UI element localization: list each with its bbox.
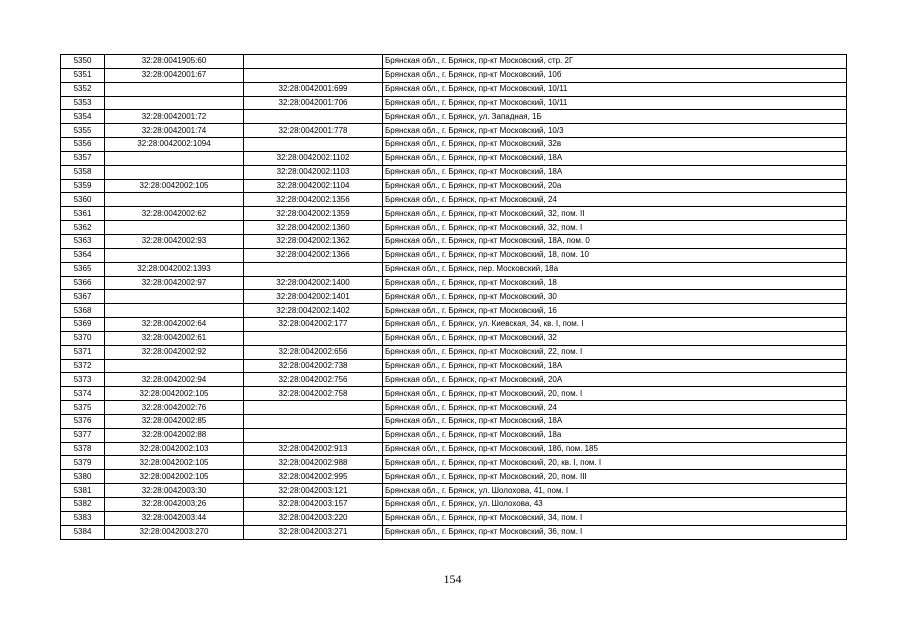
row-number-cell: 5362	[61, 221, 105, 235]
land-cadastral-number-cell	[105, 96, 244, 110]
building-cadastral-number-cell: 32:28:0042002:758	[244, 387, 383, 401]
table-row	[61, 207, 847, 221]
table-row	[61, 484, 847, 498]
building-cadastral-number-cell: 32:28:0042001:699	[244, 82, 383, 96]
land-cadastral-number-cell	[105, 221, 244, 235]
building-cadastral-number-cell: 32:28:0042002:1402	[244, 304, 383, 318]
table-row	[61, 55, 847, 69]
address-cell: Брянская обл., г. Брянск, пр-кт Московский, 18А, пом. 0	[383, 234, 847, 248]
building-cadastral-number-cell	[244, 68, 383, 82]
land-cadastral-number-cell	[105, 193, 244, 207]
land-cadastral-number-cell: 32:28:0042002:1393	[105, 262, 244, 276]
address-cell: Брянская обл., г. Брянск, пр-кт Московский, 18А	[383, 151, 847, 165]
row-number-cell: 5375	[61, 401, 105, 415]
building-cadastral-number-cell	[244, 331, 383, 345]
land-cadastral-number-cell: 32:28:0042002:1094	[105, 138, 244, 152]
row-number-cell: 5365	[61, 262, 105, 276]
address-cell: Брянская обл., г. Брянск, пр-кт Московский, 32, пом. II	[383, 207, 847, 221]
row-number-cell: 5383	[61, 511, 105, 525]
building-cadastral-number-cell: 32:28:0042001:778	[244, 124, 383, 138]
table-row	[61, 456, 847, 470]
row-number-cell: 5363	[61, 234, 105, 248]
address-cell: Брянская обл., г. Брянск, пр-кт Московский, 18А	[383, 414, 847, 428]
building-cadastral-number-cell: 32:28:0042002:995	[244, 470, 383, 484]
table-row	[61, 248, 847, 262]
land-cadastral-number-cell: 32:28:0042002:61	[105, 331, 244, 345]
address-cell: Брянская обл., г. Брянск, пер. Московский, 18а	[383, 262, 847, 276]
table-row	[61, 96, 847, 110]
table-row	[61, 442, 847, 456]
table-row	[61, 110, 847, 124]
table-row	[61, 165, 847, 179]
table-row	[61, 138, 847, 152]
row-number-cell: 5382	[61, 498, 105, 512]
table-row	[61, 276, 847, 290]
address-cell: Брянская обл., г. Брянск, пр-кт Московский, стр. 2Г	[383, 55, 847, 69]
address-cell: Брянская обл., г. Брянск, пр-кт Московский, 36, пом. I	[383, 525, 847, 539]
land-cadastral-number-cell: 32:28:0042001:72	[105, 110, 244, 124]
address-cell: Брянская обл., г. Брянск, пр-кт Московский, 20, кв. I, пом. I	[383, 456, 847, 470]
land-cadastral-number-cell: 32:28:0042002:105	[105, 456, 244, 470]
table-row	[61, 221, 847, 235]
address-cell: Брянская обл., г. Брянск, пр-кт Московский, 32в	[383, 138, 847, 152]
address-cell: Брянская обл., г. Брянск, пр-кт Московский, 20а	[383, 179, 847, 193]
address-cell: Брянская обл., г. Брянск, пр-кт Московский, 10/3	[383, 124, 847, 138]
land-cadastral-number-cell	[105, 82, 244, 96]
address-cell: Брянская обл., г. Брянск, ул. Шолохова, 41, пом. I	[383, 484, 847, 498]
address-cell: Брянская обл., г. Брянск, пр-кт Московский, 24	[383, 401, 847, 415]
address-cell: Брянская обл., г. Брянск, ул. Шолохова, 43	[383, 498, 847, 512]
table-row	[61, 470, 847, 484]
table-row	[61, 179, 847, 193]
building-cadastral-number-cell	[244, 55, 383, 69]
row-number-cell: 5357	[61, 151, 105, 165]
land-cadastral-number-cell: 32:28:0041905:60	[105, 55, 244, 69]
row-number-cell: 5380	[61, 470, 105, 484]
land-cadastral-number-cell: 32:28:0042003:44	[105, 511, 244, 525]
address-cell: Брянская обл., г. Брянск, пр-кт Московский, 10/11	[383, 82, 847, 96]
land-cadastral-number-cell: 32:28:0042002:105	[105, 387, 244, 401]
row-number-cell: 5374	[61, 387, 105, 401]
row-number-cell: 5370	[61, 331, 105, 345]
address-cell: Брянская обл., г. Брянск, пр-кт Московский, 18А	[383, 359, 847, 373]
land-cadastral-number-cell	[105, 165, 244, 179]
table-row	[61, 345, 847, 359]
land-cadastral-number-cell: 32:28:0042002:94	[105, 373, 244, 387]
address-cell: Брянская обл., г. Брянск, пр-кт Московский, 10б	[383, 68, 847, 82]
land-cadastral-number-cell: 32:28:0042002:103	[105, 442, 244, 456]
building-cadastral-number-cell: 32:28:0042001:706	[244, 96, 383, 110]
land-cadastral-number-cell: 32:28:0042001:74	[105, 124, 244, 138]
building-cadastral-number-cell: 32:28:0042002:1359	[244, 207, 383, 221]
row-number-cell: 5377	[61, 428, 105, 442]
address-cell: Брянская обл., г. Брянск, пр-кт Московский, 20, пом. I	[383, 387, 847, 401]
land-cadastral-number-cell: 32:28:0042002:62	[105, 207, 244, 221]
land-cadastral-number-cell	[105, 304, 244, 318]
table-row	[61, 262, 847, 276]
address-cell: Брянская обл., г. Брянск, пр-кт Московский, 34, пом. I	[383, 511, 847, 525]
row-number-cell: 5350	[61, 55, 105, 69]
row-number-cell: 5378	[61, 442, 105, 456]
building-cadastral-number-cell	[244, 110, 383, 124]
building-cadastral-number-cell: 32:28:0042003:157	[244, 498, 383, 512]
table-row	[61, 290, 847, 304]
land-cadastral-number-cell	[105, 151, 244, 165]
registry-table	[60, 54, 847, 540]
address-cell: Брянская обл., г. Брянск, пр-кт Московский, 20А	[383, 373, 847, 387]
building-cadastral-number-cell	[244, 401, 383, 415]
table-row	[61, 414, 847, 428]
row-number-cell: 5356	[61, 138, 105, 152]
row-number-cell: 5373	[61, 373, 105, 387]
table-row	[61, 68, 847, 82]
building-cadastral-number-cell: 32:28:0042003:220	[244, 511, 383, 525]
address-cell: Брянская обл., г. Брянск, пр-кт Московский, 20, пом. III	[383, 470, 847, 484]
building-cadastral-number-cell: 32:28:0042002:756	[244, 373, 383, 387]
table-row	[61, 373, 847, 387]
address-cell: Брянская обл., г. Брянск, ул. Западная, 1Б	[383, 110, 847, 124]
building-cadastral-number-cell: 32:28:0042002:1102	[244, 151, 383, 165]
table-row	[61, 498, 847, 512]
table-row	[61, 318, 847, 332]
row-number-cell: 5372	[61, 359, 105, 373]
registry-table-body	[61, 55, 847, 540]
table-row	[61, 234, 847, 248]
building-cadastral-number-cell: 32:28:0042002:1362	[244, 234, 383, 248]
row-number-cell: 5364	[61, 248, 105, 262]
building-cadastral-number-cell: 32:28:0042002:988	[244, 456, 383, 470]
table-row	[61, 331, 847, 345]
row-number-cell: 5368	[61, 304, 105, 318]
address-cell: Брянская обл., г. Брянск, пр-кт Московский, 24	[383, 193, 847, 207]
table-row	[61, 359, 847, 373]
address-cell: Брянская обл., г. Брянск, пр-кт Московский, 32, пом. I	[383, 221, 847, 235]
table-row	[61, 525, 847, 539]
building-cadastral-number-cell: 32:28:0042002:177	[244, 318, 383, 332]
land-cadastral-number-cell: 32:28:0042002:93	[105, 234, 244, 248]
address-cell: Брянская обл., г. Брянск, пр-кт Московский, 18, пом. 10	[383, 248, 847, 262]
land-cadastral-number-cell: 32:28:0042002:105	[105, 179, 244, 193]
land-cadastral-number-cell	[105, 248, 244, 262]
building-cadastral-number-cell: 32:28:0042003:121	[244, 484, 383, 498]
building-cadastral-number-cell: 32:28:0042002:656	[244, 345, 383, 359]
land-cadastral-number-cell: 32:28:0042002:88	[105, 428, 244, 442]
row-number-cell: 5360	[61, 193, 105, 207]
table-row	[61, 124, 847, 138]
land-cadastral-number-cell: 32:28:0042002:92	[105, 345, 244, 359]
building-cadastral-number-cell: 32:28:0042002:738	[244, 359, 383, 373]
row-number-cell: 5366	[61, 276, 105, 290]
land-cadastral-number-cell: 32:28:0042002:64	[105, 318, 244, 332]
building-cadastral-number-cell	[244, 138, 383, 152]
address-cell: Брянская обл., г. Брянск, пр-кт Московский, 18А	[383, 165, 847, 179]
row-number-cell: 5367	[61, 290, 105, 304]
table-row	[61, 151, 847, 165]
building-cadastral-number-cell: 32:28:0042002:1360	[244, 221, 383, 235]
land-cadastral-number-cell	[105, 290, 244, 304]
row-number-cell: 5361	[61, 207, 105, 221]
table-row	[61, 428, 847, 442]
building-cadastral-number-cell: 32:28:0042002:913	[244, 442, 383, 456]
table-row	[61, 401, 847, 415]
row-number-cell: 5355	[61, 124, 105, 138]
row-number-cell: 5384	[61, 525, 105, 539]
land-cadastral-number-cell: 32:28:0042003:270	[105, 525, 244, 539]
building-cadastral-number-cell: 32:28:0042002:1356	[244, 193, 383, 207]
row-number-cell: 5359	[61, 179, 105, 193]
land-cadastral-number-cell: 32:28:0042002:105	[105, 470, 244, 484]
address-cell: Брянская обл., г. Брянск, пр-кт Московский, 30	[383, 290, 847, 304]
building-cadastral-number-cell: 32:28:0042002:1401	[244, 290, 383, 304]
row-number-cell: 5353	[61, 96, 105, 110]
row-number-cell: 5358	[61, 165, 105, 179]
building-cadastral-number-cell	[244, 414, 383, 428]
table-row	[61, 193, 847, 207]
table-row	[61, 387, 847, 401]
row-number-cell: 5354	[61, 110, 105, 124]
building-cadastral-number-cell	[244, 262, 383, 276]
row-number-cell: 5379	[61, 456, 105, 470]
building-cadastral-number-cell: 32:28:0042002:1103	[244, 165, 383, 179]
building-cadastral-number-cell: 32:28:0042003:271	[244, 525, 383, 539]
address-cell: Брянская обл., г. Брянск, пр-кт Московский, 18а	[383, 428, 847, 442]
land-cadastral-number-cell: 32:28:0042002:76	[105, 401, 244, 415]
building-cadastral-number-cell: 32:28:0042002:1104	[244, 179, 383, 193]
address-cell: Брянская обл., г. Брянск, пр-кт Московский, 22, пом. I	[383, 345, 847, 359]
land-cadastral-number-cell: 32:28:0042003:30	[105, 484, 244, 498]
page-number: 154	[443, 572, 462, 586]
row-number-cell: 5371	[61, 345, 105, 359]
land-cadastral-number-cell: 32:28:0042001:67	[105, 68, 244, 82]
address-cell: Брянская обл., г. Брянск, пр-кт Московский, 16	[383, 304, 847, 318]
land-cadastral-number-cell	[105, 359, 244, 373]
land-cadastral-number-cell: 32:28:0042002:97	[105, 276, 244, 290]
address-cell: Брянская обл., г. Брянск, пр-кт Московский, 18б, пом. 185	[383, 442, 847, 456]
address-cell: Брянская обл., г. Брянск, пр-кт Московский, 32	[383, 331, 847, 345]
building-cadastral-number-cell: 32:28:0042002:1366	[244, 248, 383, 262]
building-cadastral-number-cell: 32:28:0042002:1400	[244, 276, 383, 290]
address-cell: Брянская обл., г. Брянск, ул. Киевская, 34, кв. I, пом. I	[383, 318, 847, 332]
row-number-cell: 5381	[61, 484, 105, 498]
row-number-cell: 5352	[61, 82, 105, 96]
address-cell: Брянская обл., г. Брянск, пр-кт Московский, 10/11	[383, 96, 847, 110]
land-cadastral-number-cell: 32:28:0042002:85	[105, 414, 244, 428]
table-row	[61, 511, 847, 525]
table-row	[61, 82, 847, 96]
row-number-cell: 5369	[61, 318, 105, 332]
land-cadastral-number-cell: 32:28:0042003:26	[105, 498, 244, 512]
address-cell: Брянская обл., г. Брянск, пр-кт Московский, 18	[383, 276, 847, 290]
table-row	[61, 304, 847, 318]
row-number-cell: 5376	[61, 414, 105, 428]
row-number-cell: 5351	[61, 68, 105, 82]
building-cadastral-number-cell	[244, 428, 383, 442]
